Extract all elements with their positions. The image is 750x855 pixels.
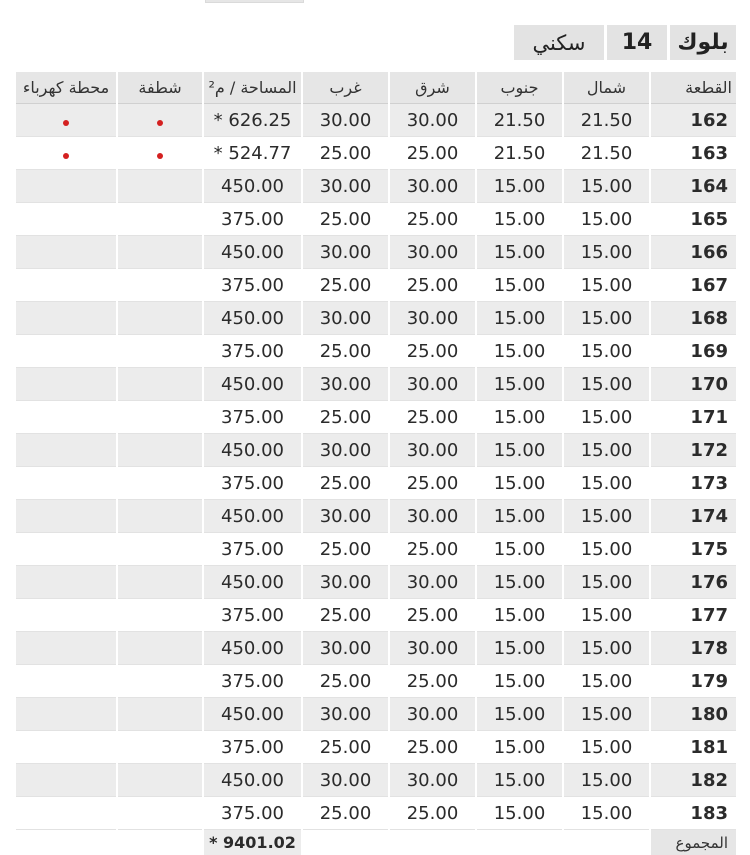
- power-station-cell: [16, 203, 116, 236]
- table-row: [16, 302, 736, 335]
- power-station-cell: [16, 500, 116, 533]
- corner-cell: [118, 533, 202, 566]
- plot-number: 173: [651, 467, 736, 500]
- south-length: 15.00: [477, 170, 562, 203]
- east-length: 30.00: [390, 500, 475, 533]
- north-length: 15.00: [564, 302, 649, 335]
- east-length: 25.00: [390, 599, 475, 632]
- plot-area: 450.00: [204, 434, 301, 467]
- total-spacer: [118, 830, 202, 855]
- total-value: 9401.02 *: [204, 830, 301, 855]
- west-length: 25.00: [303, 797, 388, 830]
- west-length: 30.00: [303, 500, 388, 533]
- north-length: 15.00: [564, 368, 649, 401]
- corner-cell: [118, 731, 202, 764]
- plot-area: 450.00: [204, 566, 301, 599]
- plot-area: 450.00: [204, 698, 301, 731]
- table-row: [16, 599, 736, 632]
- east-length: 30.00: [390, 632, 475, 665]
- west-length: 30.00: [303, 170, 388, 203]
- north-length: 15.00: [564, 731, 649, 764]
- plot-number: 167: [651, 269, 736, 302]
- north-length: 15.00: [564, 599, 649, 632]
- plot-area: 375.00: [204, 467, 301, 500]
- plot-area: 375.00: [204, 665, 301, 698]
- corner-cell: [118, 632, 202, 665]
- north-length: 15.00: [564, 797, 649, 830]
- total-spacer: [477, 830, 562, 855]
- plot-number: 178: [651, 632, 736, 665]
- south-length: 15.00: [477, 434, 562, 467]
- west-length: 25.00: [303, 533, 388, 566]
- west-length: 25.00: [303, 599, 388, 632]
- west-length: 25.00: [303, 731, 388, 764]
- power-station-cell: [16, 731, 116, 764]
- corner-cell: [118, 698, 202, 731]
- south-length: 15.00: [477, 698, 562, 731]
- west-length: 30.00: [303, 104, 388, 137]
- east-length: 30.00: [390, 302, 475, 335]
- plot-area: 450.00: [204, 302, 301, 335]
- table-row: [16, 500, 736, 533]
- plot-area: 375.00: [204, 269, 301, 302]
- plot-area: 450.00: [204, 500, 301, 533]
- north-length: 15.00: [564, 632, 649, 665]
- north-length: 15.00: [564, 203, 649, 236]
- plot-area: 450.00: [204, 368, 301, 401]
- plots-table: [14, 72, 738, 855]
- east-length: 30.00: [390, 170, 475, 203]
- power-station-cell: [16, 368, 116, 401]
- west-length: 25.00: [303, 467, 388, 500]
- plot-number: 170: [651, 368, 736, 401]
- plot-area: 375.00: [204, 599, 301, 632]
- power-station-cell: [16, 632, 116, 665]
- south-length: 15.00: [477, 632, 562, 665]
- table-row: [16, 104, 736, 137]
- north-length: 15.00: [564, 236, 649, 269]
- col-header-plot: القطعة: [651, 72, 736, 104]
- plot-area: 375.00: [204, 203, 301, 236]
- plot-number: 165: [651, 203, 736, 236]
- corner-cell: [118, 335, 202, 368]
- south-length: 15.00: [477, 203, 562, 236]
- power-station-cell: [16, 269, 116, 302]
- power-station-cell: [16, 467, 116, 500]
- power-station-cell: [16, 236, 116, 269]
- table-row: [16, 434, 736, 467]
- north-length: 15.00: [564, 764, 649, 797]
- power-station-marker-icon: [63, 120, 69, 126]
- east-length: 30.00: [390, 566, 475, 599]
- plot-area: 375.00: [204, 731, 301, 764]
- south-length: 21.50: [477, 137, 562, 170]
- table-row: [16, 764, 736, 797]
- south-length: 15.00: [477, 500, 562, 533]
- east-length: 25.00: [390, 467, 475, 500]
- east-length: 30.00: [390, 236, 475, 269]
- south-length: 15.00: [477, 335, 562, 368]
- power-station-cell: [16, 599, 116, 632]
- plot-area: 450.00: [204, 632, 301, 665]
- plot-number: 174: [651, 500, 736, 533]
- table-row: [16, 137, 736, 170]
- east-length: 25.00: [390, 665, 475, 698]
- col-header-west: غرب: [303, 72, 388, 104]
- east-length: 25.00: [390, 269, 475, 302]
- south-length: 15.00: [477, 302, 562, 335]
- table-row: [16, 632, 736, 665]
- north-length: 15.00: [564, 698, 649, 731]
- table-body: [16, 104, 736, 830]
- total-spacer: [16, 830, 116, 855]
- col-header-south: جنوب: [477, 72, 562, 104]
- plot-area: 375.00: [204, 401, 301, 434]
- power-station-cell: [16, 665, 116, 698]
- corner-cell: [118, 797, 202, 830]
- east-length: 30.00: [390, 698, 475, 731]
- plot-area: 375.00: [204, 533, 301, 566]
- power-station-cell: [16, 764, 116, 797]
- corner-cell: [118, 170, 202, 203]
- west-length: 25.00: [303, 137, 388, 170]
- plot-area: 375.00: [204, 335, 301, 368]
- block-number: 14: [607, 25, 667, 60]
- west-length: 30.00: [303, 698, 388, 731]
- corner-cell: [118, 302, 202, 335]
- power-station-cell: [16, 137, 116, 170]
- corner-cell: [118, 500, 202, 533]
- power-station-cell: [16, 401, 116, 434]
- east-length: 25.00: [390, 335, 475, 368]
- east-length: 25.00: [390, 401, 475, 434]
- plot-number: 175: [651, 533, 736, 566]
- plot-area: 626.25 *: [204, 104, 301, 137]
- col-header-north: شمال: [564, 72, 649, 104]
- corner-cell: [118, 467, 202, 500]
- east-length: 30.00: [390, 764, 475, 797]
- table-row: [16, 269, 736, 302]
- south-length: 15.00: [477, 797, 562, 830]
- table-row: [16, 401, 736, 434]
- plot-number: 171: [651, 401, 736, 434]
- south-length: 15.00: [477, 599, 562, 632]
- west-length: 30.00: [303, 632, 388, 665]
- east-length: 25.00: [390, 797, 475, 830]
- table-row: [16, 533, 736, 566]
- plot-number: 162: [651, 104, 736, 137]
- west-length: 25.00: [303, 401, 388, 434]
- plot-area: 450.00: [204, 236, 301, 269]
- table-row: [16, 665, 736, 698]
- corner-cell: [118, 368, 202, 401]
- total-row: [16, 830, 736, 855]
- west-length: 25.00: [303, 269, 388, 302]
- col-header-east: شرق: [390, 72, 475, 104]
- plot-area: 524.77 *: [204, 137, 301, 170]
- block-label: بلوك: [670, 25, 736, 60]
- table-row: [16, 566, 736, 599]
- south-length: 15.00: [477, 401, 562, 434]
- north-length: 15.00: [564, 434, 649, 467]
- plot-number: 182: [651, 764, 736, 797]
- corner-cell: [118, 764, 202, 797]
- total-spacer: [390, 830, 475, 855]
- east-length: 30.00: [390, 368, 475, 401]
- power-station-cell: [16, 434, 116, 467]
- corner-cell: [118, 203, 202, 236]
- corner-cell: [118, 566, 202, 599]
- plot-area: 450.00: [204, 170, 301, 203]
- south-length: 15.00: [477, 236, 562, 269]
- plot-number: 172: [651, 434, 736, 467]
- power-station-cell: [16, 302, 116, 335]
- plot-number: 181: [651, 731, 736, 764]
- west-length: 30.00: [303, 764, 388, 797]
- south-length: 15.00: [477, 368, 562, 401]
- table-row: [16, 170, 736, 203]
- corner-cell: [118, 401, 202, 434]
- power-station-cell: [16, 797, 116, 830]
- table-row: [16, 203, 736, 236]
- corner-cell: [118, 434, 202, 467]
- table-header-row: [16, 72, 736, 104]
- corner-cell: [118, 137, 202, 170]
- north-length: 15.00: [564, 335, 649, 368]
- table-row: [16, 797, 736, 830]
- west-length: 25.00: [303, 335, 388, 368]
- block-header: [514, 25, 736, 60]
- north-length: 15.00: [564, 401, 649, 434]
- east-length: 30.00: [390, 434, 475, 467]
- top-stub: [205, 0, 304, 3]
- east-length: 30.00: [390, 104, 475, 137]
- west-length: 30.00: [303, 302, 388, 335]
- plot-number: 179: [651, 665, 736, 698]
- plot-number: 163: [651, 137, 736, 170]
- north-length: 21.50: [564, 104, 649, 137]
- corner-cell: [118, 665, 202, 698]
- table-row: [16, 368, 736, 401]
- west-length: 30.00: [303, 236, 388, 269]
- plot-area: 450.00: [204, 764, 301, 797]
- north-length: 21.50: [564, 137, 649, 170]
- plot-number: 176: [651, 566, 736, 599]
- power-station-cell: [16, 566, 116, 599]
- south-length: 15.00: [477, 566, 562, 599]
- total-spacer: [564, 830, 649, 855]
- south-length: 15.00: [477, 665, 562, 698]
- plot-number: 177: [651, 599, 736, 632]
- south-length: 15.00: [477, 269, 562, 302]
- north-length: 15.00: [564, 170, 649, 203]
- col-header-corner: شطفة: [118, 72, 202, 104]
- north-length: 15.00: [564, 500, 649, 533]
- power-station-marker-icon: [63, 153, 69, 159]
- plot-number: 168: [651, 302, 736, 335]
- corner-cell: [118, 269, 202, 302]
- col-header-area: المساحة / م²: [204, 72, 301, 104]
- plot-area: 375.00: [204, 797, 301, 830]
- corner-marker-icon: [157, 120, 163, 126]
- plot-number: 166: [651, 236, 736, 269]
- power-station-cell: [16, 335, 116, 368]
- plot-number: 183: [651, 797, 736, 830]
- east-length: 25.00: [390, 731, 475, 764]
- plot-number: 169: [651, 335, 736, 368]
- north-length: 15.00: [564, 665, 649, 698]
- power-station-cell: [16, 698, 116, 731]
- corner-marker-icon: [157, 153, 163, 159]
- south-length: 15.00: [477, 467, 562, 500]
- table-row: [16, 731, 736, 764]
- west-length: 25.00: [303, 665, 388, 698]
- table-row: [16, 467, 736, 500]
- west-length: 30.00: [303, 566, 388, 599]
- power-station-cell: [16, 533, 116, 566]
- corner-cell: [118, 236, 202, 269]
- south-length: 15.00: [477, 764, 562, 797]
- power-station-cell: [16, 104, 116, 137]
- table-row: [16, 698, 736, 731]
- north-length: 15.00: [564, 566, 649, 599]
- south-length: 21.50: [477, 104, 562, 137]
- col-header-power-station: محطة كهرباء: [16, 72, 116, 104]
- total-spacer: [303, 830, 388, 855]
- corner-cell: [118, 599, 202, 632]
- table-row: [16, 335, 736, 368]
- east-length: 25.00: [390, 533, 475, 566]
- table-row: [16, 236, 736, 269]
- plot-number: 164: [651, 170, 736, 203]
- west-length: 30.00: [303, 434, 388, 467]
- south-length: 15.00: [477, 533, 562, 566]
- block-type: سكني: [514, 25, 604, 60]
- power-station-cell: [16, 170, 116, 203]
- corner-cell: [118, 104, 202, 137]
- east-length: 25.00: [390, 137, 475, 170]
- north-length: 15.00: [564, 467, 649, 500]
- west-length: 25.00: [303, 203, 388, 236]
- total-label: المجموع: [651, 830, 736, 855]
- south-length: 15.00: [477, 731, 562, 764]
- west-length: 30.00: [303, 368, 388, 401]
- north-length: 15.00: [564, 533, 649, 566]
- plot-number: 180: [651, 698, 736, 731]
- east-length: 25.00: [390, 203, 475, 236]
- north-length: 15.00: [564, 269, 649, 302]
